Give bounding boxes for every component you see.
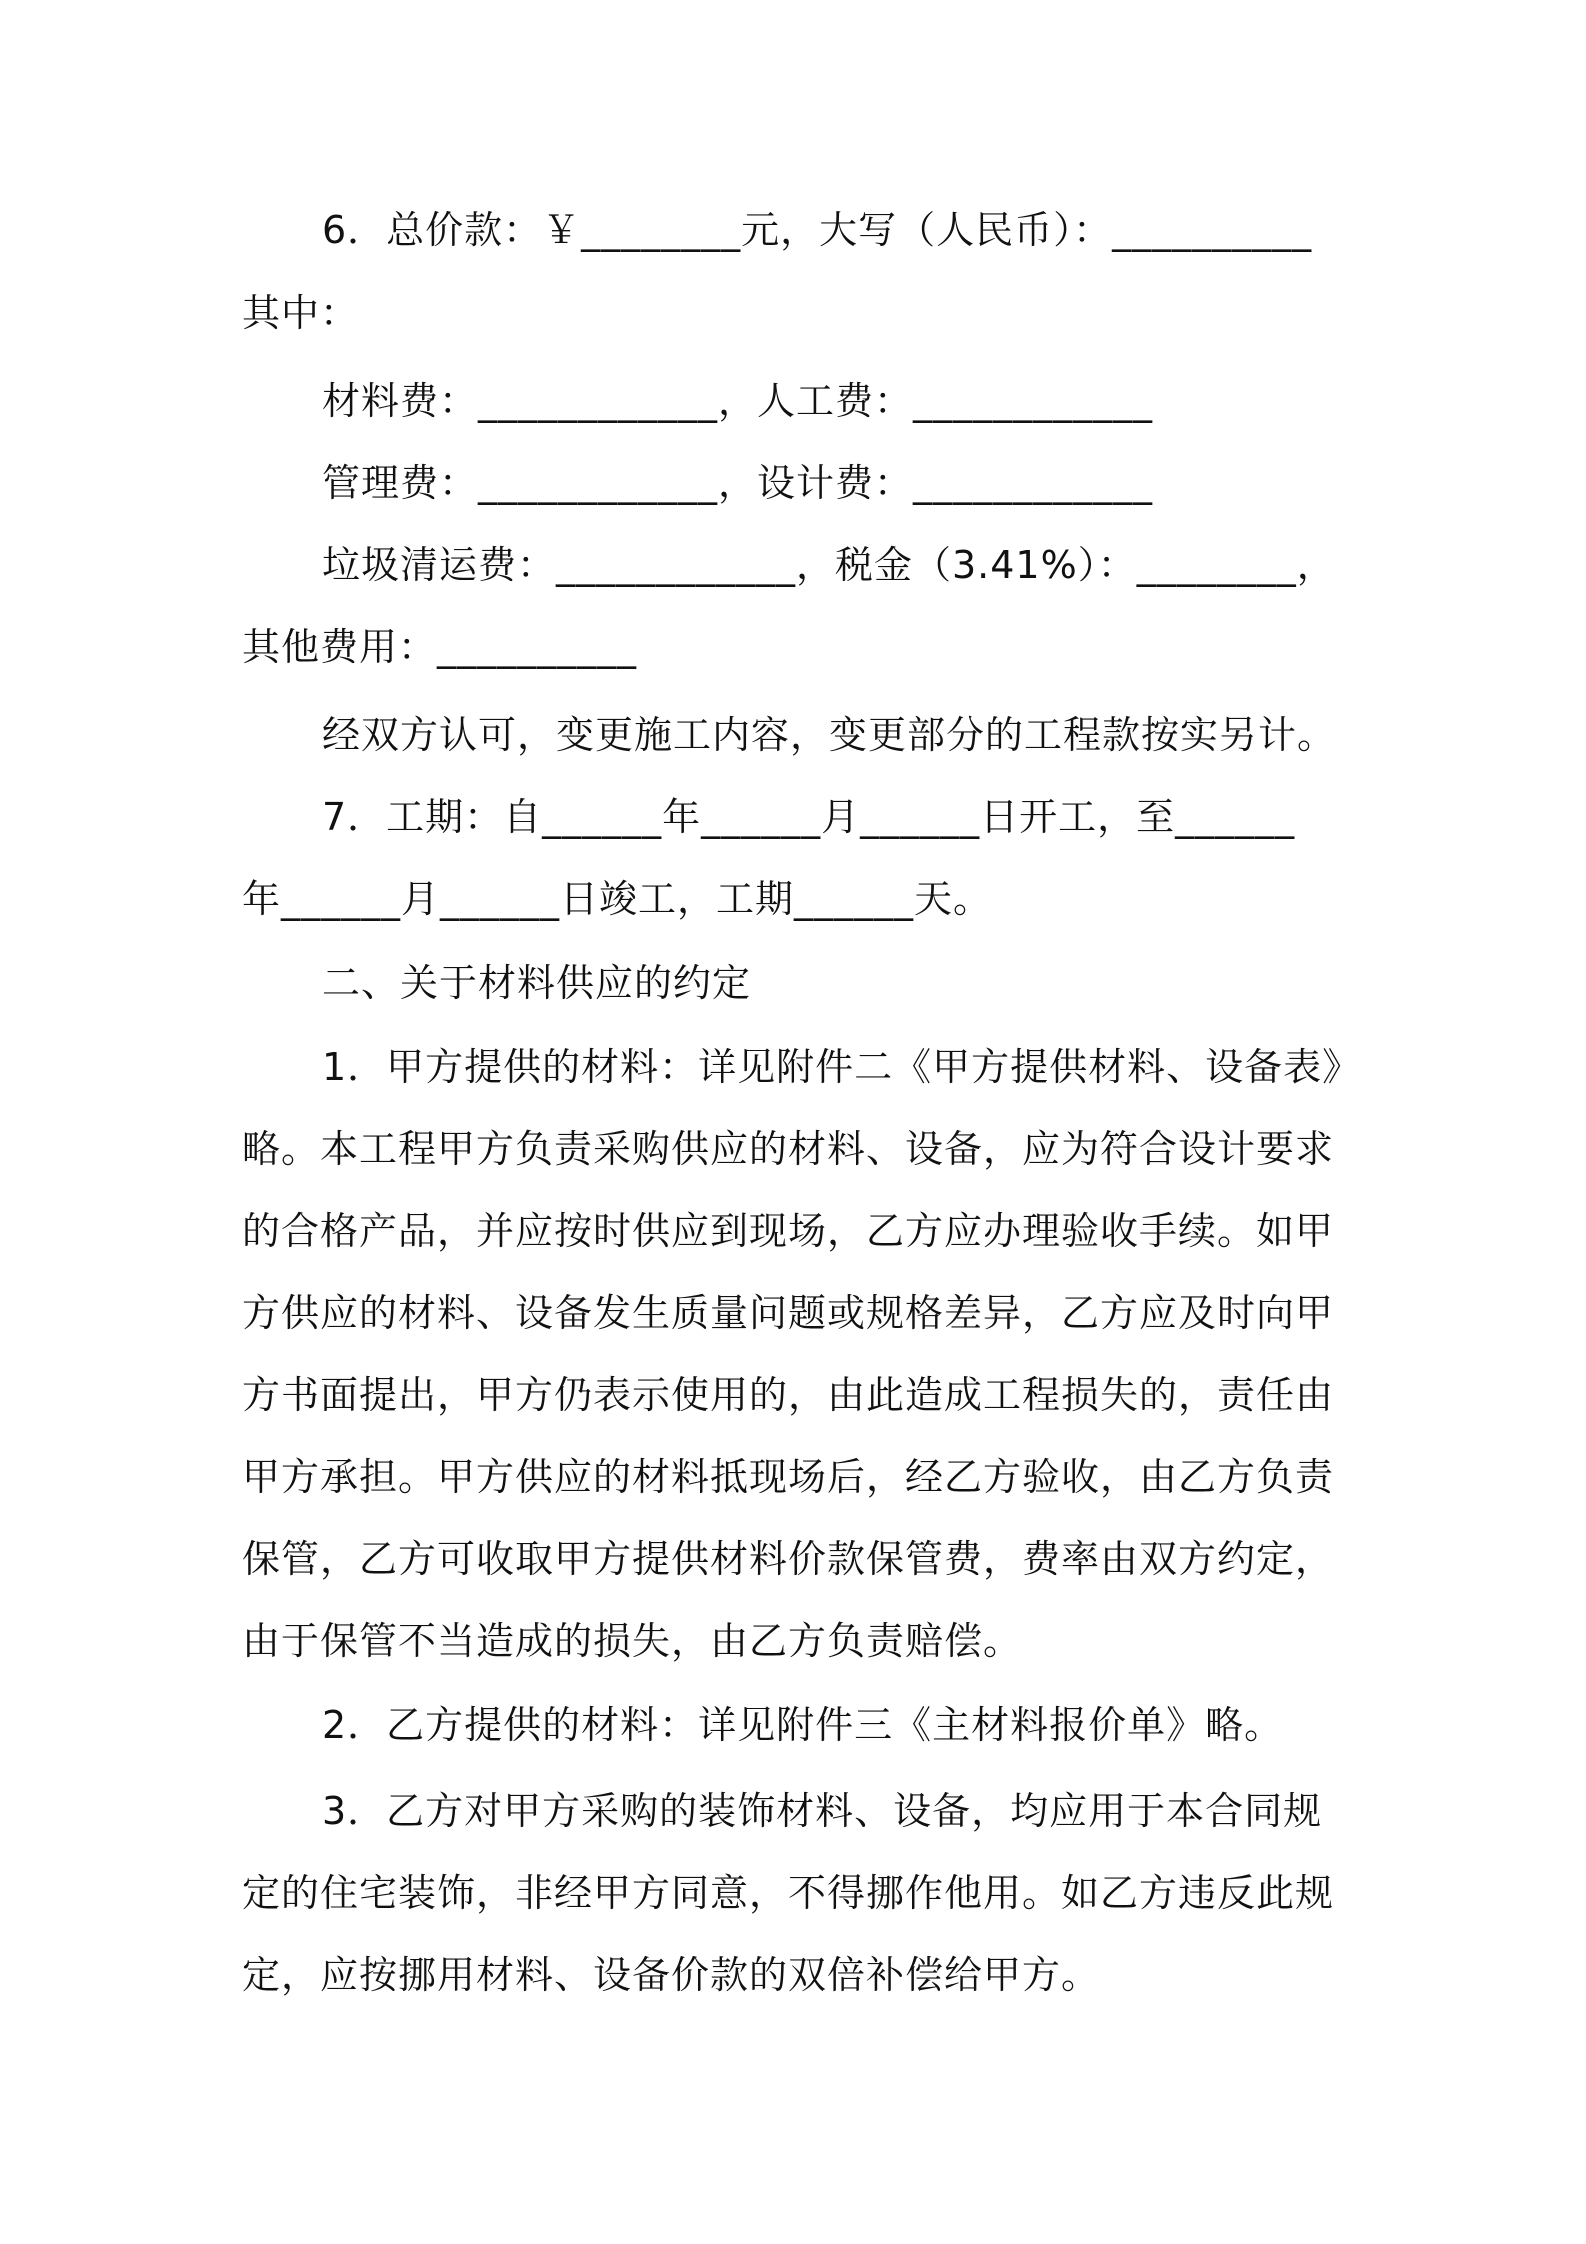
clause-1-line-6: 甲方承担。甲方供应的材料抵现场后，经乙方验收，由乙方负责 — [242, 1455, 1335, 1499]
among-label: 其中： — [242, 291, 360, 335]
clause-1-line-2: 略。本工程甲方负责采购供应的材料、设备，应为符合设计要求 — [242, 1127, 1335, 1171]
other-fee-line: 其他费用：__________ — [242, 625, 638, 669]
clause-3-line-3: 定，应按挪用材料、设备价款的双倍补偿给甲方。 — [242, 1953, 1101, 1997]
clause-1-line-1: 1．甲方提供的材料：详见附件二《甲方提供材料、设备表》 — [322, 1045, 1362, 1089]
clause-1-line-8: 由于保管不当造成的损失，由乙方负责赔偿。 — [242, 1619, 1023, 1663]
clause-3-line-2: 定的住宅装饰，非经甲方同意，不得挪作他用。如乙方违反此规 — [242, 1871, 1335, 1915]
clause-1-line-4: 方供应的材料、设备发生质量问题或规格差异，乙方应及时向甲 — [242, 1291, 1335, 1335]
material-labor-fee-line: 材料费：____________，人工费：____________ — [322, 379, 1154, 423]
clause-2-line: 2．乙方提供的材料：详见附件三《主材料报价单》略。 — [322, 1703, 1284, 1747]
clause-1-line-7: 保管，乙方可收取甲方提供材料价款保管费，费率由双方约定， — [242, 1537, 1335, 1581]
clause-3-line-1: 3．乙方对甲方采购的装饰材料、设备，均应用于本合同规 — [322, 1789, 1323, 1833]
garbage-tax-fee-line: 垃圾清运费：____________，税金（3.41%）：________， — [322, 543, 1336, 587]
construction-period-line: 7．工期：自______年______月______日开工，至______ — [322, 795, 1296, 839]
management-design-fee-line: 管理费：____________，设计费：____________ — [322, 461, 1154, 505]
clause-1-line-5: 方书面提出，甲方仍表示使用的，由此造成工程损失的，责任由 — [242, 1373, 1335, 1417]
construction-period-line-cont: 年______月______日竣工，工期______天。 — [242, 877, 993, 921]
change-clause-line: 经双方认可，变更施工内容，变更部分的工程款按实另计。 — [322, 713, 1337, 757]
section-heading-material-supply: 二、关于材料供应的约定 — [322, 961, 752, 1005]
total-price-line: 6．总价款：￥________元，大写（人民币）：__________ — [322, 208, 1313, 252]
clause-1-line-3: 的合格产品，并应按时供应到现场，乙方应办理验收手续。如甲 — [242, 1209, 1335, 1253]
